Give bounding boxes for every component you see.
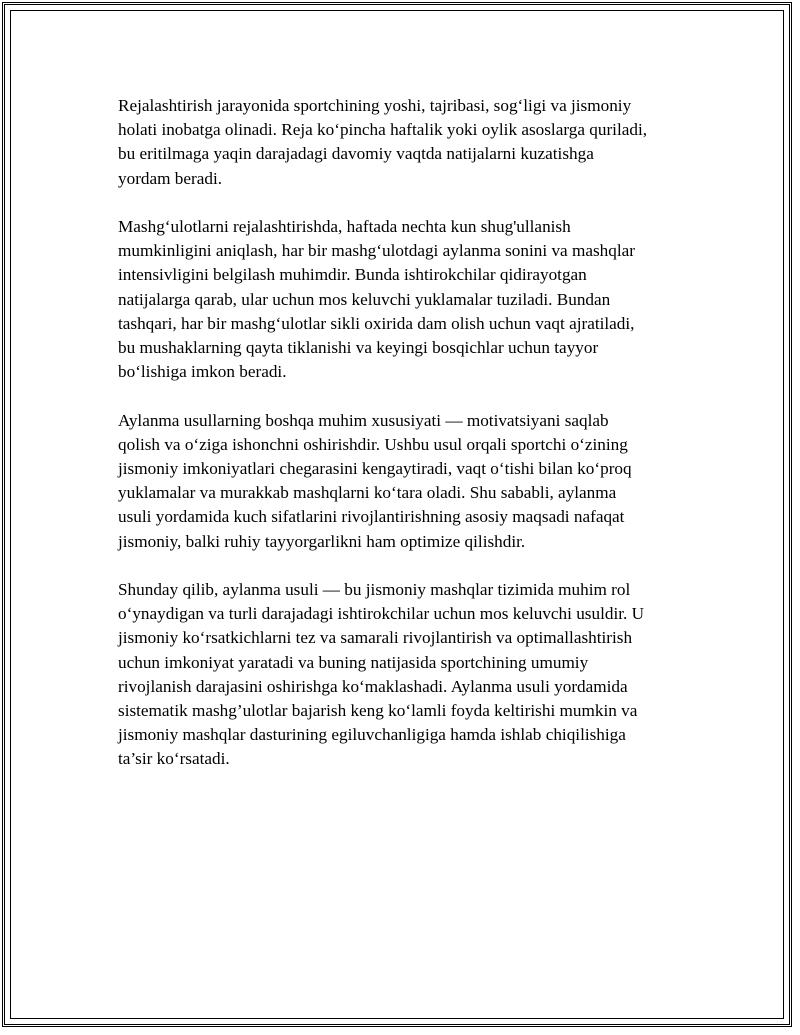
paragraph-1: Rejalashtirish jarayonida sportchining yoshi, tajribasi, sog‘ligi va jismoniy holati inobatga olinadi. Reja ko‘pincha haftalik yoki oylik asoslarga quriladi, bu eritilmaga yaqin darajadagi davomiy vaqtda natijalarni kuzatishga yordam beradi. (118, 96, 648, 188)
paragraph-4: Shunday qilib, aylanma usuli — bu jismoniy mashqlar tizimida muhim rol o‘ynaydigan va turli darajadagi ishtirokchilar uchun mos keluvchi usuldir. U jismoniy ko‘rsatkichlarni tez va samarali rivojlantirish va optimallashtirish uchun imkoniyat yaratadi va buning natijasida sportchining umumiy rivojlanish darajasini oshirishga ko‘maklashadi. Aylanma usuli yordamida sistematik mashg’ulotlar bajarish keng ko‘lamli foyda keltirishi mumkin va jismoniy mashqlar dasturining egiluvchanligiga hamda ishlab chiqilishiga ta’sir ko‘rsatadi. (118, 580, 645, 769)
document-body (118, 94, 678, 796)
paragraph-3: Aylanma usullarning boshqa muhim xususiyati — motivatsiyani saqlab qolish va o‘ziga ishonchni oshirishdir. Ushbu usul orqali sportchi o‘zining jismoniy imkoniyatlari chegarasini kengaytiradi, vaqt o‘tishi bilan ko‘proq yuklamalar va murakkab mashqlarni ko‘tara oladi. Shu sababli, aylanma usuli yordamida kuch sifatlarini rivojlantirishning asosiy maqsadi nafaqat jismoniy, balki ruhiy tayyorgarlikni ham optimize qilishdir. (118, 410, 632, 551)
paragraph-2: Mashg‘ulotlarni rejalashtirishda, haftada nechta kun shug'ullanish mumkinligini aniqlash, har bir mashg‘ulotdagi aylanma sonini va mashqlar intensivligini belgilash muhimdir. Bunda ishtirokchilar qidirayotgan natijalarga qarab, ular uchun mos keluvchi yuklamalar tuziladi. Bundan tashqari, har bir mashg‘ulotlar sikli oxirida dam olish uchun vaqt ajratiladi, bu mushaklarning qayta tiklanishi va keyingi bosqichlar uchun tayyor bo‘lishiga imkon beradi. (118, 217, 635, 382)
